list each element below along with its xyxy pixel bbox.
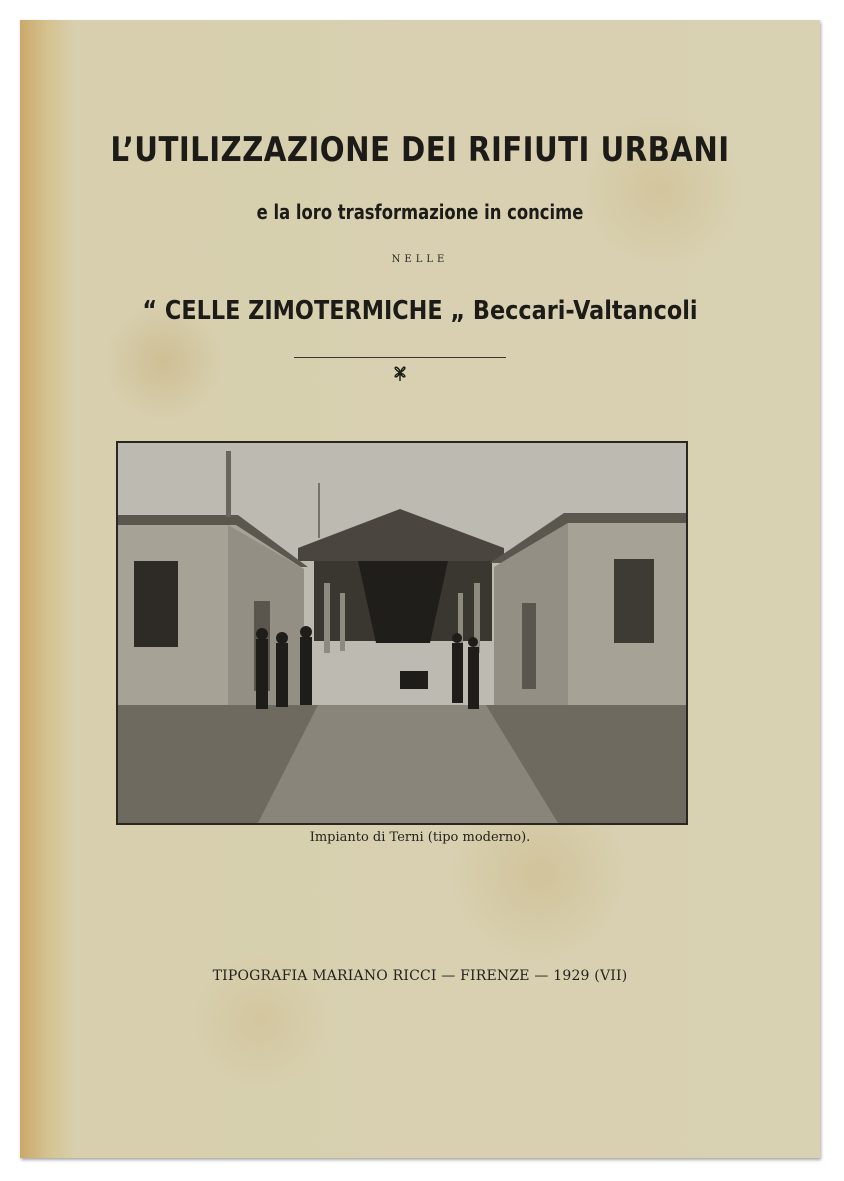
cover-subtitle: e la loro trasformazione in concime — [256, 200, 584, 224]
four-leaf-clover-icon — [388, 360, 412, 384]
plant-photograph — [116, 441, 688, 825]
publisher-imprint: TIPOGRAFIA MARIANO RICCI — FIRENZE — 1929 (VII) — [212, 968, 628, 984]
cover-system-name: “ CELLE ZIMOTERMICHE „ Beccari-Valtancoli — [142, 296, 698, 326]
title-divider — [294, 357, 506, 358]
photo-caption: Impianto di Terni (tipo moderno). — [309, 830, 531, 845]
cover-connector: NELLE — [391, 254, 449, 265]
book-cover — [20, 20, 820, 1158]
cover-title: L’UTILIZZAZIONE DEI RIFIUTI URBANI — [110, 130, 730, 170]
